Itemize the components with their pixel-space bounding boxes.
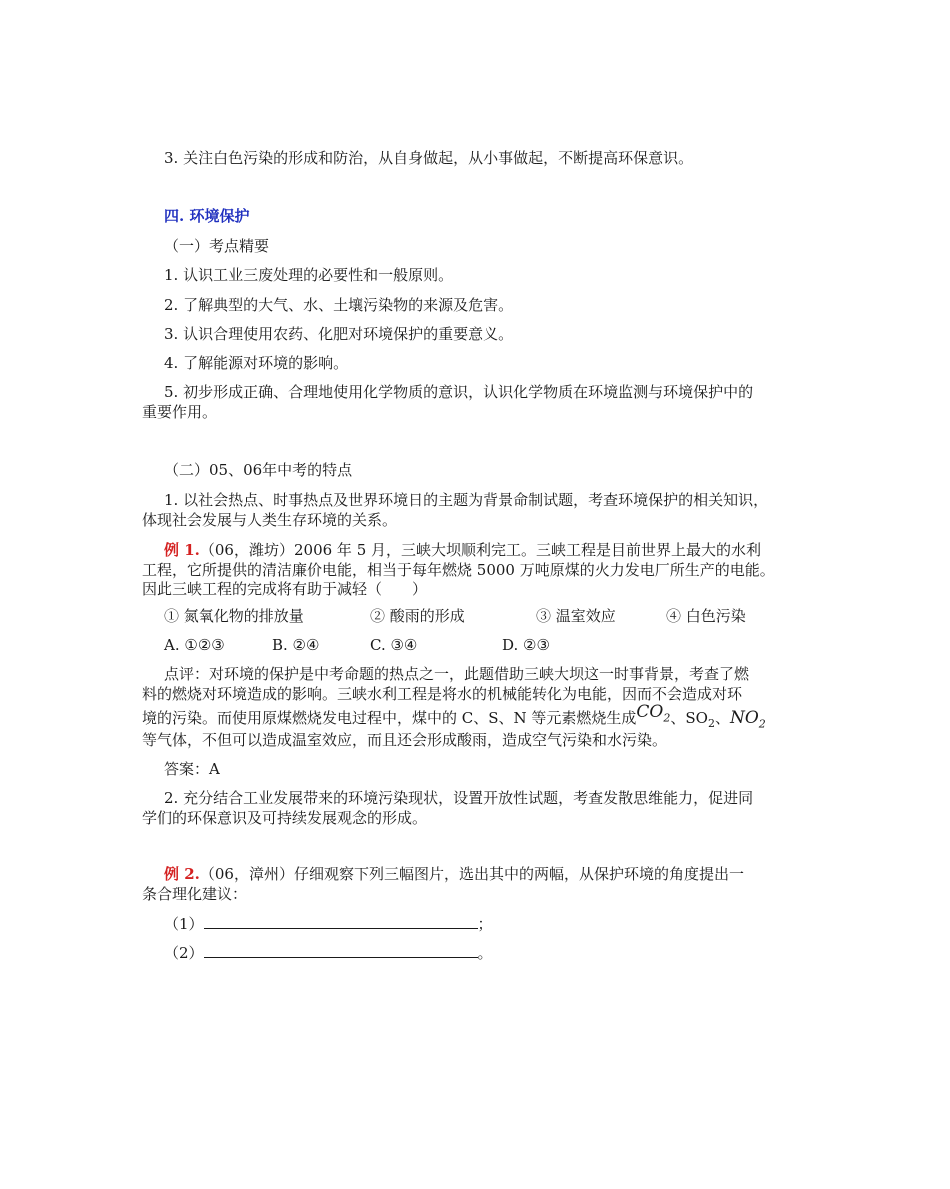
part2-title: （二）05、06年中考的特点 <box>164 461 353 479</box>
answer-blank-1[interactable] <box>204 913 478 929</box>
part1-item-5-cont: 重要作用。 <box>142 403 218 421</box>
answer-blank-2[interactable] <box>204 942 478 958</box>
intro-item: 3. 关注白色污染的形成和防治，从自身做起，从小事做起，不断提高环保意识。 <box>164 149 694 167</box>
comment-line-2: 料的燃烧对环境造成的影响。三峡水利工程是将水的机械能转化为电能，因而不会造成对环 <box>142 685 743 703</box>
example2-line-1 <box>164 864 744 884</box>
comment-line-4: 等气体，不但可以造成温室效应，而且还会形成酸雨，造成空气污染和水污染。 <box>142 731 668 749</box>
comment-line-3: 境的污染。而使用原煤燃烧发电过程中，煤中的 C、S、N 等元素燃烧生成$CO_2$、$SO_2$、$NO_2$ <box>142 702 766 731</box>
part1-item-3: 3. 认识合理使用农药、化肥对环境保护的重要意义。 <box>164 325 514 343</box>
example2-label: 例 2. <box>164 865 200 883</box>
part1-item-1: 1. 认识工业三废处理的必要性和一般原则。 <box>164 266 454 284</box>
point1-line-1: 1. 以社会热点、时事热点及世界环境日的主题为背景命制试题，考查环境保护的相关知识， <box>164 491 769 509</box>
example1-line-3: 因此三峡工程的完成将有助于减轻（ ） <box>142 580 428 598</box>
option-1: ① 氮氧化物的排放量 <box>164 607 304 625</box>
part1-item-2: 2. 了解典型的大气、水、土壤污染物的来源及危害。 <box>164 296 514 314</box>
point1-line-2: 体现社会发展与人类生存环境的关系。 <box>142 511 398 529</box>
option-4: ④ 白色污染 <box>666 607 746 625</box>
point2-line-1: 2. 充分结合工业发展带来的环境污染现状，设置开放性试题，考查发散思维能力，促进同 <box>164 789 754 807</box>
example1-line-1 <box>164 540 761 560</box>
formula-no2: $NO_2$ <box>729 708 766 731</box>
choice-c: C. ③④ <box>370 636 418 654</box>
section-heading: 四. 环境保护 <box>164 207 250 225</box>
choice-b: B. ②④ <box>272 636 320 654</box>
formula-co2: $CO_2$ <box>636 702 671 725</box>
answer-blank-1-row: （1） ； <box>164 915 493 933</box>
example1-text-1: （06，潍坊）2006 年 5 月，三峡大坝顺利完工。三峡工程是目前世界上最大的水利 <box>199 541 762 559</box>
part1-title: （一）考点精要 <box>164 237 270 255</box>
option-2: ② 酸雨的形成 <box>370 607 465 625</box>
example1-line-2: 工程，它所提供的清洁廉价电能，相当于每年燃烧 5000 万吨原煤的火力发电厂所生产的电能。 <box>142 561 775 579</box>
point2-line-2: 学们的环保意识及可持续发展观念的形成。 <box>142 809 428 827</box>
comment-line-1: 点评：对环境的保护是中考命题的热点之一，此题借助三峡大坝这一时事背景，考查了燃 <box>164 665 750 683</box>
answer-blank-2-row: （2） 。 <box>164 944 493 962</box>
formula-so2: $SO_2$ <box>685 709 715 730</box>
answer: 答案：A <box>164 760 220 778</box>
part1-item-4: 4. 了解能源对环境的影响。 <box>164 354 349 372</box>
choice-d: D. ②③ <box>502 636 550 654</box>
part1-item-5: 5. 初步形成正确、合理地使用化学物质的意识，认识化学物质在环境监测与环境保护中的 <box>164 383 754 401</box>
option-3: ③ 温室效应 <box>536 607 616 625</box>
choice-a: A. ①②③ <box>164 636 225 654</box>
example1-label: 例 1. <box>164 541 200 559</box>
example2-line-2: 条合理化建议： <box>142 885 248 903</box>
comment-text-3: 境的污染。而使用原煤燃烧发电过程中，煤中的 C、S、N 等元素燃烧生成 <box>142 709 637 727</box>
example2-text-1: （06，漳州）仔细观察下列三幅图片，选出其中的两幅，从保护环境的角度提出一 <box>199 865 744 883</box>
